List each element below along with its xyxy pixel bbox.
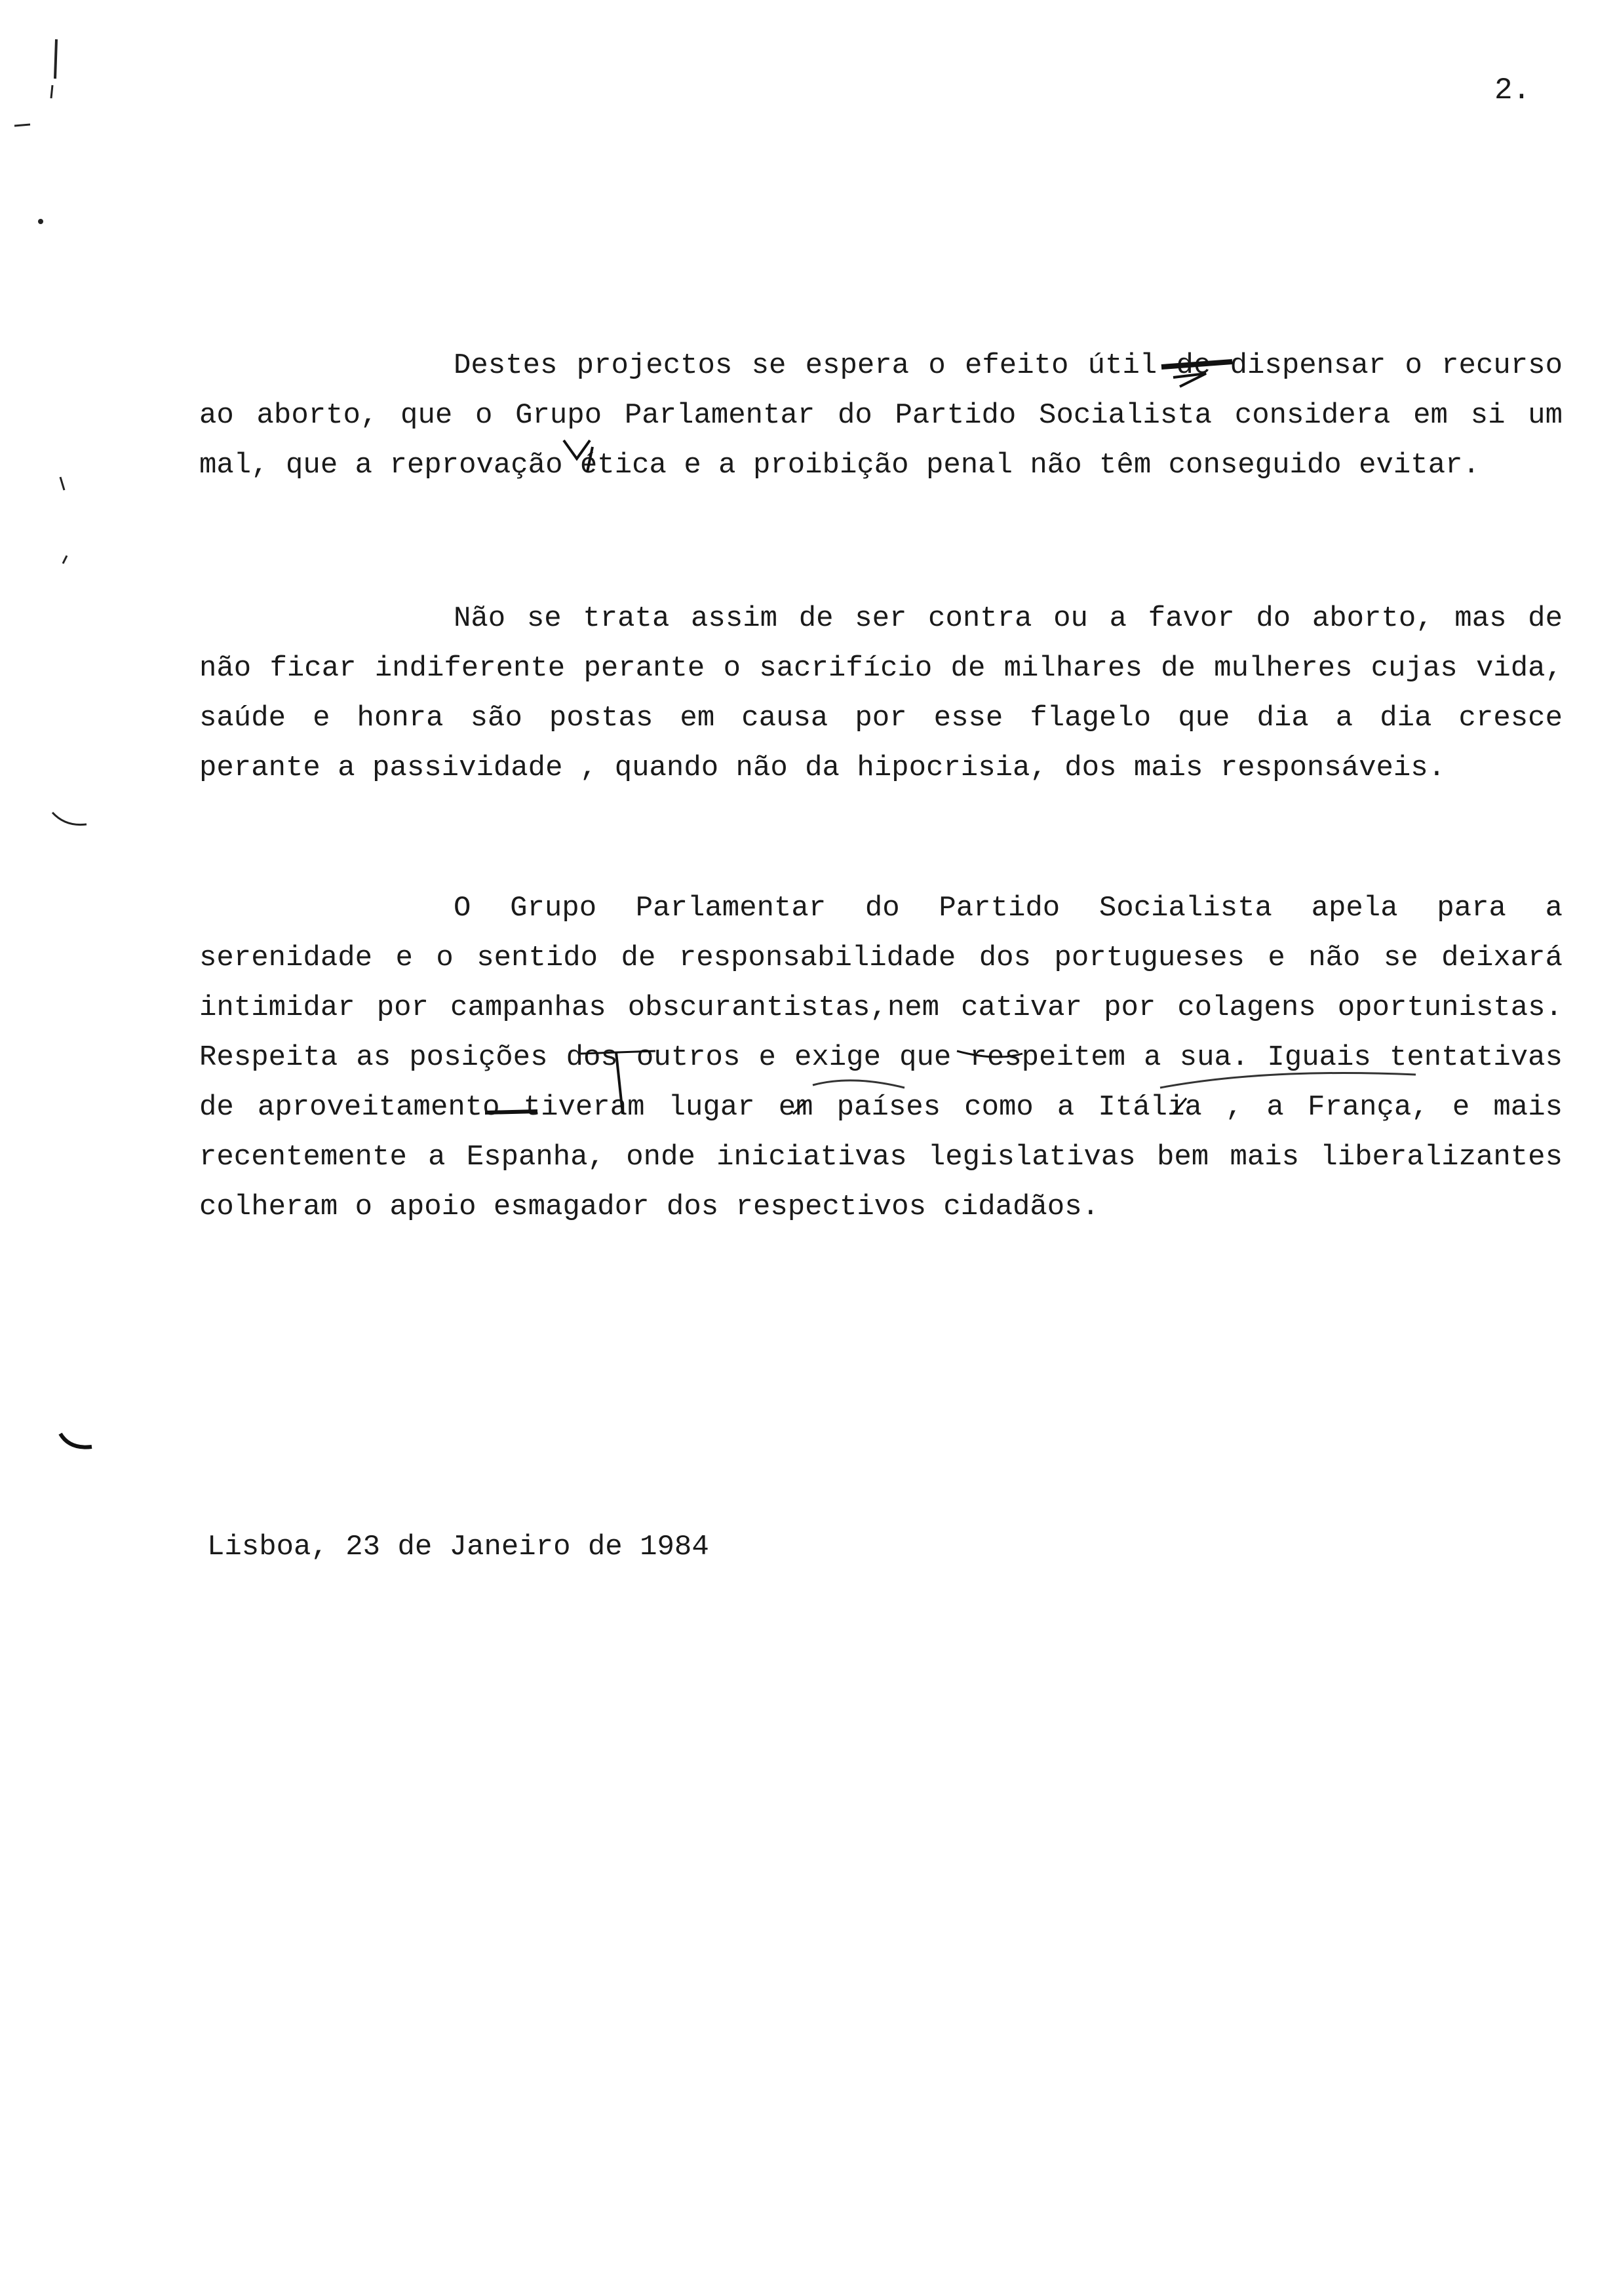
margin-mark <box>60 1434 92 1447</box>
margin-mark <box>63 556 67 564</box>
paragraph-2 <box>199 594 1563 793</box>
margin-mark <box>52 813 87 825</box>
paragraph-3 <box>199 883 1563 1232</box>
margin-mark <box>51 85 52 98</box>
margin-mark <box>60 477 64 490</box>
paragraph-1 <box>199 341 1563 490</box>
paragraph-text: Destes projectos se espera o efeito útil de dispensar o recurso ao aborto, que o Grupo Parlamentar do Partido Socialista considera em si um mal, que a reprovação ética e a proibição penal não têm conseguido evitar. <box>199 349 1563 482</box>
page-number: 2. <box>1494 73 1531 107</box>
margin-mark <box>38 219 43 224</box>
margin-mark <box>14 124 30 126</box>
paragraph-text: Não se trata assim de ser contra ou a favor do aborto, mas de não ficar indiferente perante o sacrifício de milhares de mulheres cujas vida, saúde e honra são postas em causa por esse flagelo que dia a dia cresce perante a passividade , quando não da hipocrisia, dos mais responsáveis. <box>199 602 1563 784</box>
dateline: Lisboa, 23 de Janeiro de 1984 <box>207 1531 709 1563</box>
margin-marks <box>0 0 131 2296</box>
margin-mark <box>55 39 56 79</box>
paragraph-text: O Grupo Parlamentar do Partido Socialista apela para a serenidade e o sentido de responsabilidade dos portugueses e não se deixará intimidar por campanhas obscurantistas,nem cativar por colagens oportunistas. Respeita as posições dos outros e exige que respeitem a sua. Iguais tentativas de aproveitamento tiveram lugar em países como a Itália , a França, e mais recentemente a Espanha, onde iniciativas legislativas bem mais liberalizantes colheram o apoio esmagador dos respectivos cidadãos. <box>199 892 1563 1223</box>
